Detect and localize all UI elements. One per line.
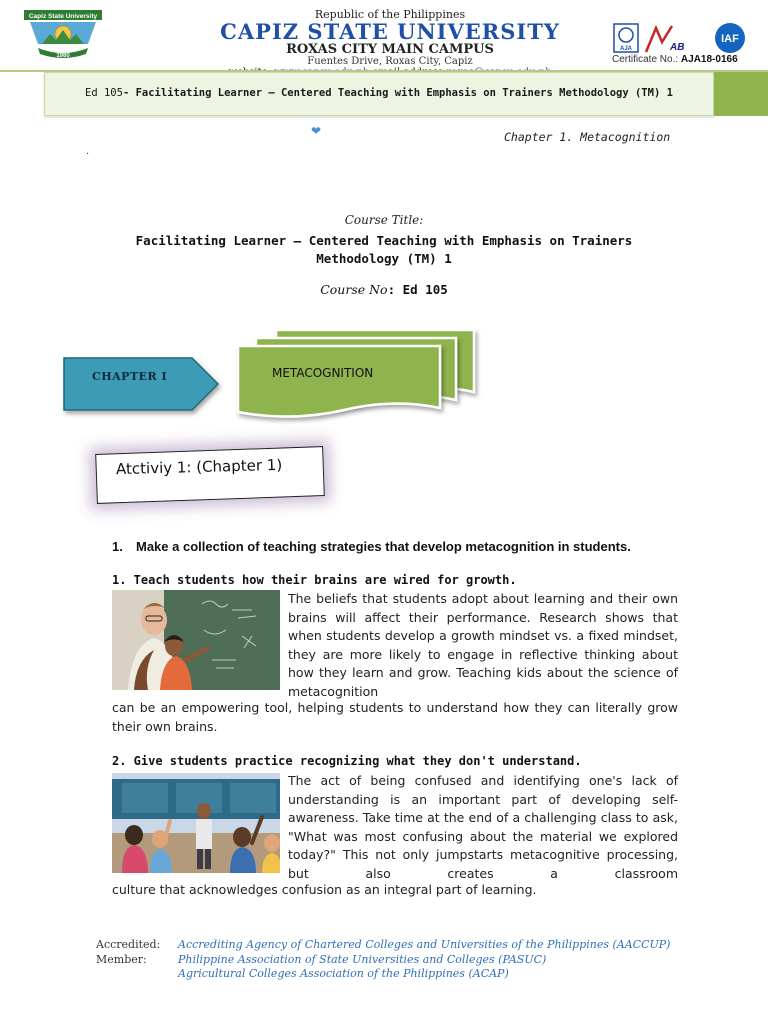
university-name: CAPIZ STATE UNIVERSITY bbox=[220, 19, 560, 44]
member-label: Member: bbox=[96, 952, 147, 966]
item-1-paragraph-full: can be an empowering tool, helping students to understand how they can literally grow their own brains. bbox=[112, 700, 678, 734]
logo-text: Capiz State University bbox=[28, 13, 98, 20]
chapter-label: CHAPTER I bbox=[92, 370, 168, 383]
member-value-2: Agricultural Colleges Association of the Philippines (ACAP) bbox=[178, 967, 509, 980]
course-number-label: Course No bbox=[320, 282, 388, 297]
item-2-paragraph-wrap: The act of being confused and identifying one's lack of understanding is an important part of developing self-awareness. Take time at the end of a challenging class to ask, "What was most confusing about the material we explored today?" This not only jumpstarts metacognitive processing, but also creates a classroom bbox=[288, 773, 678, 881]
iaf-logo-text: IAF bbox=[721, 33, 739, 45]
item-1-paragraph-wrap: The beliefs that students adopt about learning and their own brains will affect their performance. Research shows that when students develop a growth mindset vs. a fixed mindset, they are more likely to engage in reflective thinking about how they learn and grow. Teaching kids about the science of metacognition bbox=[288, 591, 678, 699]
course-number-value: : Ed 105 bbox=[387, 282, 448, 297]
course-title-line-2: Methodology (TM) 1 bbox=[316, 251, 452, 266]
task-number: 1. bbox=[112, 539, 123, 554]
course-title-label: Course Title: bbox=[344, 213, 424, 227]
item-1-photo bbox=[112, 590, 280, 690]
banner-accent-tab bbox=[714, 72, 768, 116]
course-banner bbox=[44, 72, 714, 116]
item-2-paragraph-full: culture that acknowledges confusion as an integral part of learning. bbox=[112, 882, 537, 897]
accredited-label: Accredited: bbox=[96, 938, 161, 951]
university-logo bbox=[24, 10, 102, 62]
activity-label: Atctiviy 1: (Chapter 1) bbox=[115, 455, 283, 479]
aja-logo-text: AJA bbox=[619, 46, 633, 52]
banner-text bbox=[85, 87, 673, 99]
letterhead-text bbox=[180, 8, 600, 79]
certificate-number bbox=[612, 54, 738, 65]
banner-course-code: Ed 105 bbox=[85, 87, 123, 99]
campus-name: ROXAS CITY MAIN CAMPUS bbox=[286, 42, 494, 57]
member-value-1: Philippine Association of State Universities and Colleges (PASUC) bbox=[178, 952, 547, 966]
chapter-arrow-shape bbox=[64, 358, 218, 410]
metacognition-card-front bbox=[238, 346, 440, 417]
course-title-line-1: Facilitating Learner – Centered Teaching with Emphasis on Trainers bbox=[135, 233, 633, 248]
topic-label: METACOGNITION bbox=[272, 366, 374, 380]
certificate-label: Certificate No.: bbox=[612, 54, 679, 65]
item-2-heading: 2. Give students practice recognizing what they don't understand. bbox=[112, 754, 582, 768]
heart-icon: ❤ bbox=[311, 124, 322, 138]
item-2-photo bbox=[112, 773, 280, 873]
item-1-heading: 1. Teach students how their brains are wired for growth. bbox=[112, 573, 517, 587]
logo-year: 1980 bbox=[56, 53, 70, 59]
stray-dot: . bbox=[86, 146, 90, 157]
certificate-value: AJA18-0166 bbox=[680, 54, 738, 65]
address: Fuentes Drive, Roxas City, Capiz bbox=[307, 56, 473, 67]
course-title bbox=[124, 232, 644, 268]
republic-line: Republic of the Philippines bbox=[314, 8, 466, 21]
task-instruction bbox=[112, 539, 672, 554]
ab-logo-text: AB bbox=[670, 42, 685, 53]
certification-logos bbox=[612, 22, 762, 56]
task-text: Make a collection of teaching strategies that develop metacognition in students. bbox=[136, 539, 631, 554]
banner-course-title: - Facilitating Learner – Centered Teaching with Emphasis on Trainers Methodology (TM) 1 bbox=[122, 87, 673, 99]
course-number bbox=[0, 282, 768, 297]
accredited-value: Accrediting Agency of Chartered Colleges and Universities of the Philippines (AACCUP) bbox=[178, 938, 671, 951]
letterhead bbox=[0, 0, 768, 70]
activity-box bbox=[86, 438, 336, 514]
chapter-heading: Chapter 1. Metacognition bbox=[504, 130, 671, 144]
